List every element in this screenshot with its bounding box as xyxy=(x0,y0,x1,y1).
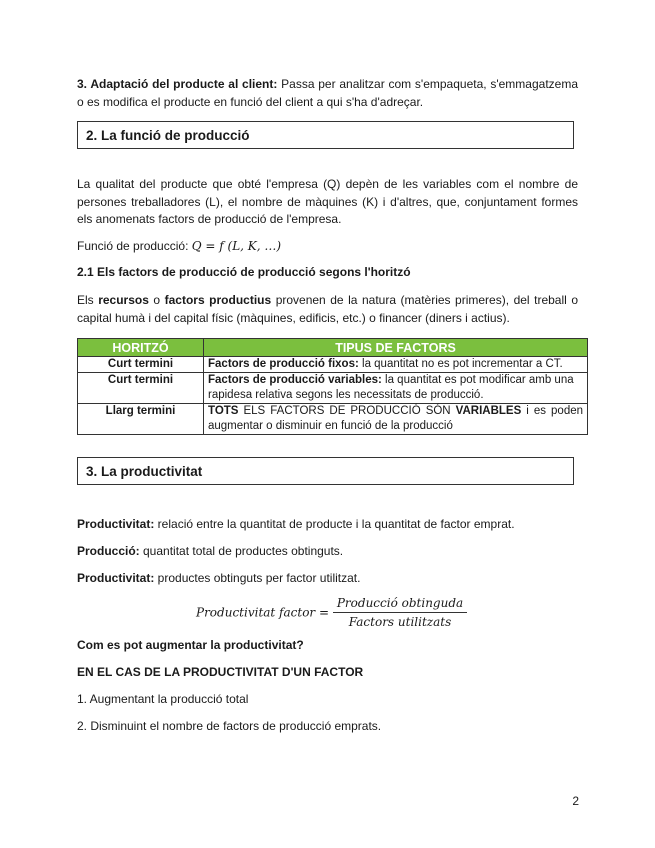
productivity-formula xyxy=(196,596,467,629)
factors-paragraph xyxy=(77,292,578,327)
formula-fraction xyxy=(333,596,467,629)
intro-text: Passa per analitzar com s'empaqueta, s'emmagatzema o es modifica el producte en funció del client a qui s'ha d'adreçar. xyxy=(77,77,578,109)
intro-heading: 3. Adaptació del producte al client: xyxy=(77,77,278,91)
intro-paragraph xyxy=(77,76,578,111)
factors-text-2: o xyxy=(148,293,165,307)
def1-text: relació entre la quantitat de producte i la quantitat de factor emprat. xyxy=(154,517,515,531)
case-heading: EN EL CAS DE LA PRODUCTIVITAT D'UN FACTOR xyxy=(77,665,364,679)
factors-bold-recursos: recursos xyxy=(98,293,149,307)
question-heading: Com es pot augmentar la productivitat? xyxy=(77,638,304,652)
header-horitzo: HORITZÓ xyxy=(78,339,204,357)
row-tipus xyxy=(204,373,588,404)
row-horitzo: Curt termini xyxy=(78,373,204,404)
factors-text-1: Els xyxy=(77,293,99,307)
def2-text: quantitat total de productes obtinguts. xyxy=(139,544,344,558)
row-tipus xyxy=(204,357,588,373)
factors-text-3: provenen de la natura (matèries primeres), del treball o capital humà i del capital físic (màquines, edificis, etc.) o financer (diners i actius). xyxy=(77,293,578,325)
section-3-title: 3. La productivitat xyxy=(77,457,574,485)
definition-productivitat xyxy=(77,516,515,534)
formula-denominator: Factors utilitzats xyxy=(348,615,452,629)
subheading-2-1: 2.1 Els factors de producció de producció segons l'horitzó xyxy=(77,265,411,279)
row-horitzo: Curt termini xyxy=(78,357,204,373)
row-tipus-text-2: i es poden augmentar o disminuir en funció de la producció xyxy=(208,405,584,432)
formula-label: Funció de producció: xyxy=(77,239,192,253)
row-horitzo: Llarg termini xyxy=(78,404,204,435)
row-tipus-bold: Factors de producció fixos: xyxy=(208,358,359,370)
def3-text: productes obtinguts per factor utilitzat. xyxy=(154,571,361,585)
row-tipus-text: ELS FACTORS DE PRODUCCIÓ SÓN xyxy=(238,405,456,417)
formula-lhs: Productivitat factor = xyxy=(196,605,330,620)
definition-productivitat-2 xyxy=(77,570,360,588)
section-2-title: 2. La funció de producció xyxy=(77,121,574,149)
row-tipus-bold-2: VARIABLES xyxy=(455,405,522,417)
production-function-formula: Q = f (L, K, …) xyxy=(191,239,282,253)
factors-table xyxy=(77,338,588,435)
factors-bold-productius: factors productius xyxy=(164,293,272,307)
def1-label: Productivitat: xyxy=(77,517,155,531)
row-tipus-text: la quantitat no es pot incrementar a CT. xyxy=(358,358,563,370)
row-tipus-bold: Factors de producció variables: xyxy=(208,374,382,386)
row-tipus-text: la quantitat es pot modificar amb una rapidesa relativa segons les necessitats de producció. xyxy=(208,374,574,401)
def2-label: Producció: xyxy=(77,544,140,558)
table-row xyxy=(78,404,588,435)
row-tipus-bold: TOTS xyxy=(208,405,239,417)
definition-produccio xyxy=(77,543,343,561)
table-header-row xyxy=(78,339,588,357)
def3-label: Productivitat: xyxy=(77,571,155,585)
page-number: 2 xyxy=(572,794,579,808)
section-2-paragraph: La qualitat del producte que obté l'empresa (Q) depèn de les variables com el nombre de persones treballadores (L), el nombre de màquines (K) i d'altres, que, conjuntament formes els anomenats factors de producció de l'empresa. xyxy=(77,177,578,226)
table-row xyxy=(78,357,588,373)
production-function-line xyxy=(77,238,281,256)
row-tipus xyxy=(204,404,588,435)
list-item: 1. Augmentant la producció total xyxy=(77,692,249,706)
list-item: 2. Disminuint el nombre de factors de producció emprats. xyxy=(77,719,382,733)
table-row xyxy=(78,373,588,404)
formula-numerator: Producció obtinguda xyxy=(333,596,467,613)
header-tipus: TIPUS DE FACTORS xyxy=(204,339,588,357)
